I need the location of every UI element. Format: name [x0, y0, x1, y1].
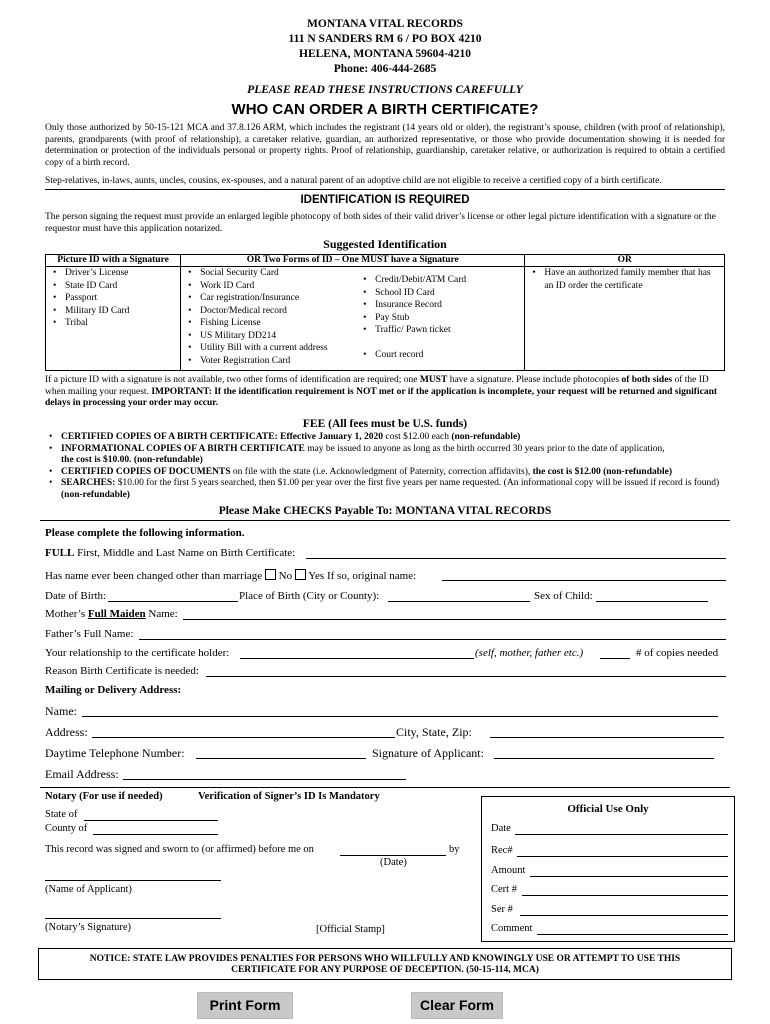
relationship-field[interactable]	[240, 658, 474, 659]
legal-notice-line-2: CERTIFICATE FOR ANY PURPOSE OF DECEPTION. (50-15-114, MCA)	[231, 965, 539, 975]
suggested-id-heading: Suggested Identification	[323, 237, 447, 251]
signature-label: Signature of Applicant:	[372, 746, 484, 760]
relationship-label: Your relationship to the certificate holder:	[45, 647, 230, 659]
list-item: • Credit/Debit/ATM Card	[375, 274, 466, 287]
list-item: • Social Security Card	[200, 267, 360, 280]
list-item: • Court record	[375, 349, 466, 362]
legal-notice-line-1: NOTICE: STATE LAW PROVIDES PENALTIES FOR PERSONS WHO WILLFULLY AND KNOWINGLY USE OR ATTEMPT TO USE THIS	[89, 954, 681, 964]
full-name-field[interactable]	[306, 558, 726, 559]
legal-notice-box	[38, 948, 732, 980]
list-item: • Car registration/Insurance	[200, 292, 360, 305]
list-item: • Insurance Record	[375, 299, 466, 312]
identification-text: The person signing the request must provide an enlarged legible photocopy of both sides of their valid driver’s license or other legal picture identification with a signature or the requestor must have this application notarized.	[45, 212, 716, 234]
father-name-field[interactable]	[139, 639, 726, 640]
picture-id-list	[49, 267, 177, 330]
notary-heading: Notary (For use if needed)	[45, 791, 163, 802]
date-caption: (Date)	[380, 857, 407, 868]
name-field[interactable]	[82, 716, 718, 717]
sworn-statement: This record was signed and sworn to (or affirmed) before me on	[45, 844, 314, 855]
mailing-address-label: Mailing or Delivery Address:	[45, 684, 182, 696]
official-amount-label: Amount	[491, 865, 526, 876]
official-date-label: Date	[491, 823, 511, 834]
official-cert-field[interactable]	[522, 895, 728, 896]
name-label: Name:	[45, 704, 77, 718]
id-requirement-note: If a picture ID with a signature is not available, two other forms of identification are required; one MUST have a signature. Please include photocopies of both sides of the ID when mailing your request. IMPORTANT: If the identification requirement is NOT met or if the application is incomplete, your request will be returned and significant delays in processing your order may occur.	[45, 375, 718, 409]
yes-checkbox[interactable]	[295, 569, 306, 580]
official-rec-label: Rec#	[491, 845, 513, 856]
relationship-hint: (self, mother, father etc.)	[475, 647, 584, 659]
fee-heading: FEE (All fees must be U.S. funds)	[302, 418, 468, 430]
list-item: • Work ID Card	[200, 280, 360, 293]
email-label: Email Address:	[45, 767, 119, 781]
section-divider	[40, 520, 730, 521]
page-title: WHO CAN ORDER A BIRTH CERTIFICATE?	[231, 101, 539, 118]
address-field[interactable]	[92, 737, 395, 738]
list-item: • Doctor/Medical record	[200, 305, 360, 318]
official-date-field[interactable]	[515, 834, 728, 835]
print-form-button[interactable]: Print Form	[197, 992, 293, 1019]
no-checkbox[interactable]	[265, 569, 276, 580]
mother-name-field[interactable]	[183, 619, 726, 620]
list-item: • Have an authorized family member that has an ID order the certificate	[544, 267, 721, 292]
two-forms-list-b	[359, 274, 466, 361]
place-of-birth-field[interactable]	[388, 601, 530, 602]
section-divider	[45, 189, 725, 190]
state-label: State of	[45, 809, 78, 820]
notary-signature-field[interactable]	[45, 918, 221, 919]
identification-heading: IDENTIFICATION IS REQUIRED	[300, 194, 470, 206]
date-of-birth-label: Date of Birth:	[45, 590, 107, 602]
fee-item-certified: • CERTIFIED COPIES OF A BIRTH CERTIFICATE: Effective January 1, 2020 cost $12.00 each (non-refundable)	[61, 432, 741, 444]
instructions-notice: PLEASE READ THESE INSTRUCTIONS CAREFULLY	[247, 84, 523, 96]
official-use-box	[481, 796, 735, 942]
official-comment-label: Comment	[491, 923, 533, 934]
city-state-zip-label: City, State, Zip:	[396, 725, 472, 739]
name-changed-label: Has name ever been changed other than marriage No Yes If so, original name:	[45, 570, 417, 582]
list-item: • State ID Card	[65, 280, 177, 293]
applicant-name-field[interactable]	[45, 880, 221, 881]
list-item: • Pay Stub	[375, 312, 466, 325]
address-label: Address:	[45, 725, 88, 739]
mother-name-label: Mother’s Full Maiden Name:	[45, 608, 178, 620]
reason-label: Reason Birth Certificate is needed:	[45, 665, 199, 677]
copies-label: # of copies needed	[636, 647, 719, 659]
original-name-field[interactable]	[442, 580, 726, 581]
list-item: • Utility Bill with a current address	[200, 342, 360, 355]
sex-of-child-field[interactable]	[596, 601, 708, 602]
two-forms-list-a	[184, 267, 360, 367]
sex-of-child-label: Sex of Child:	[534, 590, 593, 602]
agency-name: MONTANA VITAL RECORDS	[307, 18, 463, 30]
state-field[interactable]	[84, 820, 218, 821]
phone-field[interactable]	[196, 758, 366, 759]
official-use-heading: Official Use Only	[567, 803, 649, 815]
list-item: • Tribal	[65, 317, 177, 330]
checks-payable: Please Make CHECKS Payable To: MONTANA VITAL RECORDS	[218, 505, 552, 517]
place-of-birth-label: Place of Birth (City or County):	[239, 590, 380, 602]
county-label: County of	[45, 823, 88, 834]
list-item: • Driver’s License	[65, 267, 177, 280]
official-amount-field[interactable]	[530, 876, 728, 877]
date-of-birth-field[interactable]	[108, 601, 238, 602]
official-ser-field[interactable]	[520, 915, 728, 916]
county-field[interactable]	[93, 834, 218, 835]
id-table	[45, 254, 725, 371]
agency-address-2: HELENA, MONTANA 59604-4210	[299, 48, 471, 60]
official-rec-field[interactable]	[517, 856, 728, 857]
copies-field[interactable]	[600, 658, 630, 659]
sworn-by-label: by	[449, 844, 460, 855]
applicant-name-caption: (Name of Applicant)	[45, 884, 132, 895]
verification-notice: Verification of Signer’s ID Is Mandatory	[198, 791, 380, 802]
father-name-label: Father’s Full Name:	[45, 628, 134, 640]
fee-item-documents: • CERTIFIED COPIES OF DOCUMENTS on file with the state (i.e. Acknowledgment of Paternity, correction affidavits), the cost is $12.00 (non-refundable)	[61, 467, 741, 479]
notary-signature-caption: (Notary’s Signature)	[45, 922, 132, 933]
list-item: • Traffic/ Pawn ticket	[375, 324, 466, 337]
ineligible-paragraph: Step-relatives, in-laws, aunts, uncles, cousins, ex-spouses, and a natural parent of an adoptive child are not eligible to receive a certified copy of a birth certificate.	[45, 176, 662, 186]
signature-field[interactable]	[494, 758, 714, 759]
city-state-zip-field[interactable]	[490, 737, 724, 738]
id-col-or-header: OR	[525, 255, 725, 267]
list-item: • Fishing License	[200, 317, 360, 330]
official-comment-field[interactable]	[537, 934, 728, 935]
id-col-two-forms-header: OR Two Forms of ID – One MUST have a Signature	[181, 255, 525, 267]
section-divider	[40, 787, 730, 788]
full-name-label: FULL First, Middle and Last Name on Birth Certificate:	[45, 547, 296, 559]
fee-item-informational: • INFORMATIONAL COPIES OF A BIRTH CERTIFICATE may be issued to anyone as long as the birth occurred 30 years prior to the date of application, the cost is $10.00. (non-refundable)	[61, 444, 741, 467]
fee-list	[45, 432, 741, 502]
id-col-picture-header: Picture ID with a Signature	[46, 255, 181, 267]
phone-label: Daytime Telephone Number:	[45, 746, 185, 760]
reason-field[interactable]	[206, 676, 726, 677]
agency-address-1: 111 N SANDERS RM 6 / PO BOX 4210	[288, 33, 482, 45]
list-item: • Military ID Card	[65, 305, 177, 318]
official-stamp-caption: [Official Stamp]	[316, 924, 385, 935]
sworn-date-field[interactable]	[340, 855, 446, 856]
eligibility-paragraph: Only those authorized by 50-15-121 MCA and 37.8.126 ARM, which includes the registrant (14 years old or older), the registrant’s spouse, children (with proof of relationship), parents, grandparents (with proof of relationship), a caretaker relative, guardian, an authorized representative, or those who provide documentation showing it is needed for determination or protection of the individuals personal or property rights. Proof of relationship, guardianship, caretaker relative, or authorization is required to obtain a certified copy of a birth record.	[45, 123, 725, 168]
clear-form-button[interactable]: Clear Form	[411, 992, 503, 1019]
agency-phone: Phone: 406-444-2685	[333, 63, 437, 75]
list-item: • Voter Registration Card	[200, 355, 360, 368]
family-member-list	[528, 267, 721, 292]
email-field[interactable]	[123, 779, 406, 780]
list-item: • Passport	[65, 292, 177, 305]
complete-info-label: Please complete the following information.	[45, 527, 245, 539]
official-ser-label: Ser #	[491, 904, 513, 915]
list-item: • School ID Card	[375, 287, 466, 300]
list-item: • US Military DD214	[200, 330, 360, 343]
fee-item-searches: • SEARCHES: $10.00 for the first 5 years searched, then $1.00 per year over the first five years per name requested. (An informational copy will be issued if record is found) (non-refundable)	[61, 478, 741, 501]
official-cert-label: Cert #	[491, 884, 517, 895]
